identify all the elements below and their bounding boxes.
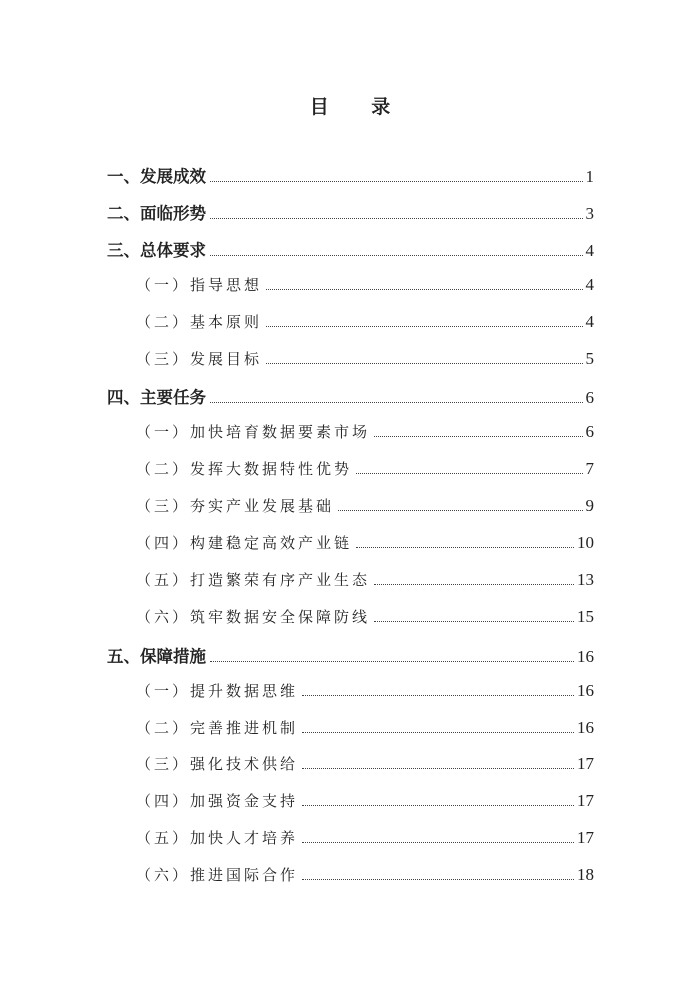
toc-page-number: 15	[577, 606, 594, 626]
toc-page-number: 5	[585, 348, 594, 368]
dot-leader	[356, 547, 574, 548]
dot-leader	[374, 436, 582, 437]
dot-leader	[302, 768, 574, 769]
toc-section-entry[interactable]	[107, 384, 594, 408]
toc-subsection-entry[interactable]	[136, 532, 594, 556]
dot-leader	[210, 402, 583, 403]
toc-subsection-entry[interactable]	[136, 311, 594, 335]
toc-entry-label: 五、保障措施	[107, 646, 206, 666]
toc-page-number: 1	[585, 167, 594, 186]
toc-subsection-entry[interactable]	[136, 495, 594, 519]
toc-page-number: 16	[577, 680, 594, 700]
dot-leader	[302, 732, 574, 733]
dot-leader	[338, 510, 582, 511]
toc-page-number: 4	[585, 274, 594, 294]
toc-page-number: 17	[577, 754, 594, 774]
toc-page-number: 9	[585, 496, 594, 516]
toc-section-entry[interactable]	[107, 643, 594, 667]
toc-entry-label: （五）加快人才培养	[136, 829, 299, 848]
dot-leader	[302, 879, 574, 880]
toc-page-number: 17	[577, 791, 594, 811]
toc-entry-label: （二）发挥大数据特性优势	[136, 460, 353, 479]
toc-entry-label: （三）夯实产业发展基础	[136, 497, 335, 516]
toc-subsection-entry[interactable]	[136, 717, 594, 741]
dot-leader	[266, 363, 582, 364]
toc-subsection-entry[interactable]	[136, 569, 594, 593]
toc-subsection-entry[interactable]	[136, 680, 594, 704]
toc-subsection-entry[interactable]	[136, 458, 594, 482]
dot-leader	[302, 805, 574, 806]
toc-section-entry[interactable]	[107, 200, 594, 224]
toc-entry-label: （一）提升数据思维	[136, 681, 299, 700]
toc-entry-label: （三）发展目标	[136, 349, 263, 368]
toc-section-entry[interactable]	[107, 163, 594, 187]
dot-leader	[374, 621, 574, 622]
toc-entry-label: 一、发展成效	[107, 167, 206, 186]
toc-subsection-entry[interactable]	[136, 348, 594, 372]
dot-leader	[210, 218, 583, 219]
toc-page-number: 13	[577, 569, 594, 589]
dot-leader	[302, 842, 574, 843]
toc-page-number: 6	[585, 422, 594, 442]
toc-page-number: 17	[577, 828, 594, 848]
toc-page-number: 4	[585, 240, 594, 260]
toc-page-number: 18	[577, 865, 594, 885]
toc-entry-label: （四）加强资金支持	[136, 792, 299, 811]
toc-page-number: 16	[577, 717, 594, 737]
toc-entry-label: （二）完善推进机制	[136, 718, 299, 737]
toc-entry-label: （三）强化技术供给	[136, 755, 299, 774]
toc-entry-label: 二、面临形势	[107, 203, 206, 223]
toc-entry-label: 四、主要任务	[107, 388, 206, 408]
toc-page-number: 10	[577, 533, 594, 552]
toc-page-number: 6	[585, 388, 594, 408]
toc-subsection-entry[interactable]	[136, 827, 594, 851]
toc-entry-label: （五）打造繁荣有序产业生态	[136, 570, 371, 589]
toc-subsection-entry[interactable]	[136, 753, 594, 777]
dot-leader	[210, 661, 574, 662]
toc-subsection-entry[interactable]	[136, 421, 594, 445]
toc-page-number: 3	[585, 203, 594, 223]
toc-entry-label: （四）构建稳定高效产业链	[136, 534, 353, 552]
toc-entry-label: 三、总体要求	[107, 240, 206, 260]
toc-page-number: 16	[577, 646, 594, 666]
dot-leader	[210, 255, 583, 256]
dot-leader	[302, 695, 574, 696]
toc-page-number: 7	[585, 459, 594, 479]
dot-leader	[266, 289, 582, 290]
dot-leader	[374, 584, 574, 585]
toc-title: 目 录	[309, 96, 409, 118]
toc-entry-label: （六）推进国际合作	[136, 866, 299, 885]
dot-leader	[266, 326, 582, 327]
toc-subsection-entry[interactable]	[136, 864, 594, 888]
toc-subsection-entry[interactable]	[136, 274, 594, 298]
toc-subsection-entry[interactable]	[136, 606, 594, 630]
dot-leader	[210, 181, 583, 182]
toc-page-number: 4	[585, 311, 594, 331]
toc-entry-label: （一）指导思想	[136, 275, 263, 294]
toc-section-entry[interactable]	[107, 237, 594, 261]
toc-entry-label: （二）基本原则	[136, 312, 263, 331]
toc-entry-label: （六）筑牢数据安全保障防线	[136, 607, 371, 626]
toc-entry-label: （一）加快培育数据要素市场	[136, 423, 371, 442]
dot-leader	[356, 473, 582, 474]
toc-subsection-entry[interactable]	[136, 790, 594, 814]
